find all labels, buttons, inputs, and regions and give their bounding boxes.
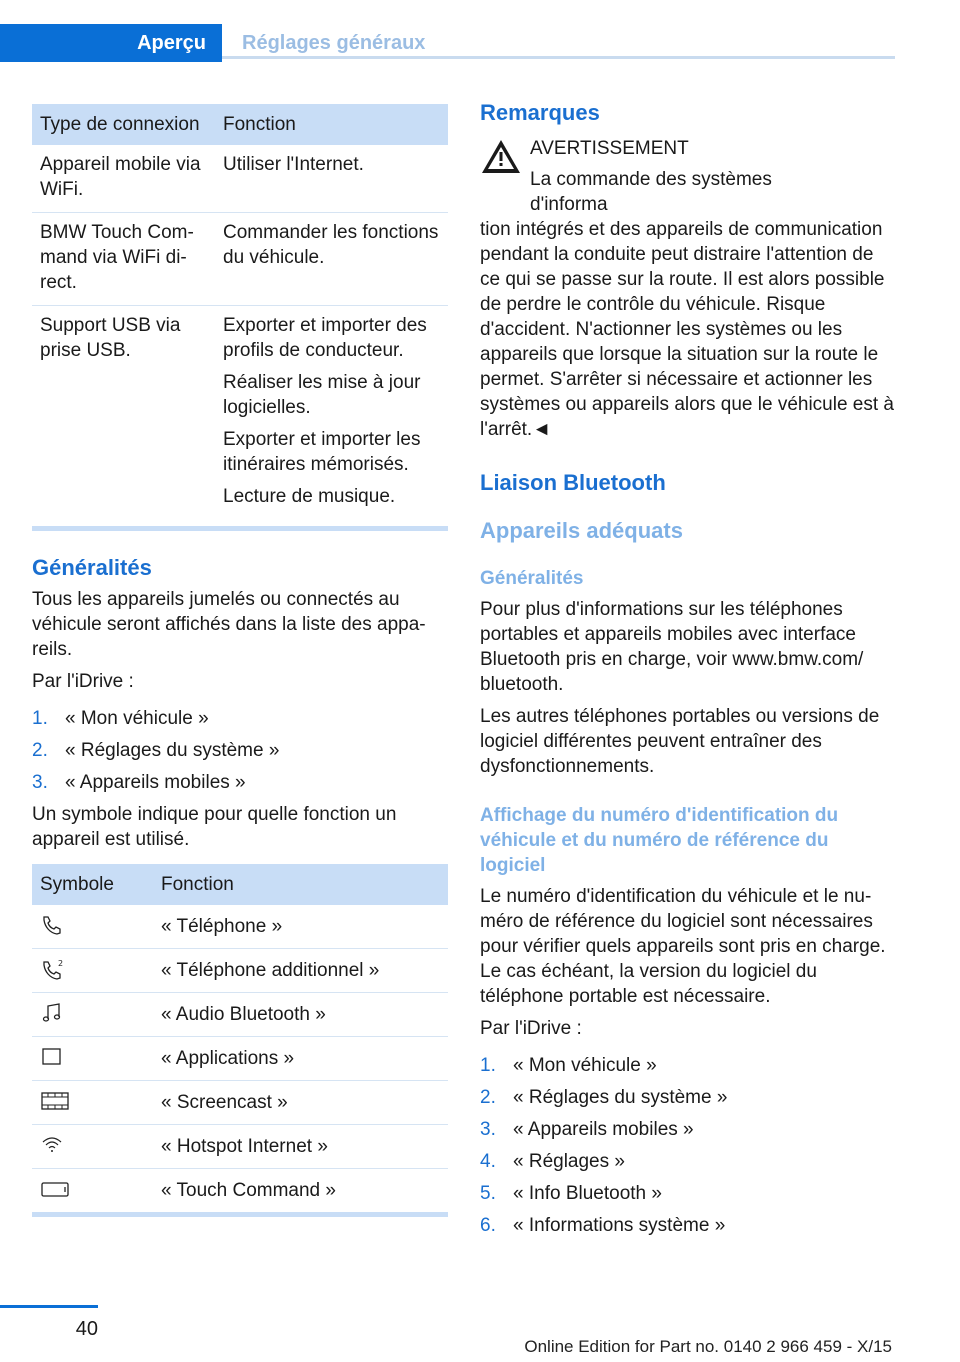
step-number: 3. — [480, 1119, 496, 1140]
phone-icon — [40, 914, 64, 936]
generalites-heading: Généralités — [32, 555, 152, 580]
table-row — [32, 1081, 448, 1125]
screencast-icon — [40, 1090, 70, 1112]
remarques-heading: Remarques — [480, 100, 600, 125]
list-item — [480, 1117, 896, 1142]
col-header-symbole: Symbole — [32, 864, 153, 905]
table-row — [32, 213, 448, 306]
function-text: Réaliser les mise à jour logicielles. — [223, 372, 421, 418]
function-text: Commander les fonctions du véhicule. — [223, 222, 439, 268]
symbol-label: « Hotspot Internet » — [153, 1125, 448, 1169]
function-text: Lecture de musique. — [223, 486, 396, 507]
warning-head — [530, 136, 855, 217]
col-header-fonction: Fonction — [215, 104, 448, 145]
warning-first-line: La commande des systèmes d'informa — [530, 169, 772, 215]
symbol-label: « Touch Command » — [161, 1180, 336, 1201]
phone-additional-icon — [40, 958, 66, 980]
symbol-cell — [32, 1081, 153, 1125]
app-square-icon — [40, 1046, 64, 1068]
step-text: « Réglages » — [513, 1151, 625, 1172]
symbol-label: « Applications » — [153, 1037, 448, 1081]
page-number: 40 — [75, 1318, 98, 1340]
col-header-fonction: Fonction — [153, 864, 448, 905]
bluetooth-heading: Liaison Bluetooth — [480, 470, 666, 495]
table-row — [32, 1169, 448, 1213]
vin-paragraph: Le numéro d'identification du véhicule et le numéro de référence du logiciel sont nécessaires pour vérifier quels appareils sont pris en charge. Le cas échéant, la version du logiciel du téléphone portable est nécessaire. — [480, 886, 886, 1007]
symbol-table — [32, 864, 448, 1212]
edition-text: Online Edition for Part no. 0140 2 966 459 - X/15 — [524, 1337, 892, 1356]
table-end-rule — [32, 526, 448, 531]
symbol-cell — [32, 1169, 153, 1213]
tab-apercu[interactable]: Aperçu — [0, 24, 222, 62]
top-navigation — [0, 0, 895, 62]
generalites-intro: Tous les appareils jumelés ou connectés au véhicule seront affichés dans la liste des appareils. — [32, 589, 426, 660]
symbol-label: « Audio Bluetooth » — [153, 993, 448, 1037]
table-row — [32, 949, 448, 993]
function-text: Exporter et importer des profils de conducteur. — [223, 315, 427, 361]
symbol-cell — [32, 905, 153, 949]
table-row — [32, 993, 448, 1037]
warning-triangle-icon — [480, 138, 522, 176]
symbol-cell — [32, 949, 153, 993]
step-text: « Informations système » — [513, 1215, 726, 1236]
list-item — [480, 1149, 896, 1174]
step-text: « Appareils mobiles » — [65, 772, 246, 793]
left-column — [32, 104, 448, 1217]
step-number: 2. — [480, 1087, 496, 1108]
step-number: 1. — [480, 1055, 496, 1076]
warning-title: AVERTISSEMENT — [530, 138, 689, 159]
step-text: « Mon véhicule » — [65, 708, 209, 729]
step-number: 3. — [32, 772, 48, 793]
step-text: « Réglages du système » — [65, 740, 280, 761]
list-item — [32, 770, 448, 795]
symbol-intro: Un symbole indique pour quelle fonction un appareil est utilisé. — [32, 804, 397, 850]
table-row — [32, 145, 448, 213]
symbol-label: « Screencast » — [153, 1081, 448, 1125]
symbol-label: « Téléphone » — [153, 905, 448, 949]
symbol-cell — [32, 1125, 153, 1169]
list-item — [480, 1181, 896, 1206]
bt-general-p2: Les autres téléphones portables ou versions de logiciel différentes peuvent entraîner des dysfonctionnements. — [480, 706, 880, 777]
list-item — [32, 706, 448, 731]
steps-list — [480, 1053, 896, 1238]
warning-block — [480, 136, 896, 217]
symbol-cell — [32, 993, 153, 1037]
connection-function — [215, 306, 448, 527]
table-row — [32, 905, 448, 949]
svg-text:2: 2 — [58, 959, 64, 968]
list-item — [480, 1213, 896, 1238]
tab-reglages-generaux[interactable]: Réglages généraux — [222, 24, 895, 59]
connection-type: Appareil mobile via WiFi. — [32, 145, 215, 213]
table-row — [32, 1037, 448, 1081]
step-number: 2. — [32, 740, 48, 761]
table-end-rule — [32, 1212, 448, 1217]
step-text: « Info Bluetooth » — [513, 1183, 662, 1204]
right-column — [480, 100, 896, 1245]
step-number: 6. — [480, 1215, 496, 1236]
col-header-type: Type de connexion — [32, 104, 215, 145]
symbol-cell — [32, 1037, 153, 1081]
list-item — [32, 738, 448, 763]
warning-text: tion intégrés et des appareils de communication pendant la conduite peut distraire l'attention de ce qui se passe sur la route. Il est alors possible de perdre le contrôle du véhicule. Risque d'accident. N'actionner les systèmes ou les appareils que lorsque la situation sur la route le permet. S'arrêter si nécessaire et actionner les systèmes ou appareils alors que le véhicule est à l'arrêt.◄ — [480, 219, 895, 440]
function-text: Utiliser l'Internet. — [223, 154, 364, 175]
step-text: « Réglages du système » — [513, 1087, 728, 1108]
wifi-icon — [40, 1134, 64, 1156]
step-number: 1. — [32, 708, 48, 729]
vin-heading: Affichage du numéro d'identification du véhicule et du numéro de référence du logiciel — [480, 805, 839, 876]
steps-list — [32, 706, 448, 795]
appareils-heading: Appareils adéquats — [480, 518, 683, 543]
connection-table — [32, 104, 448, 526]
table-row — [32, 306, 448, 527]
symbol-label: « Téléphone additionnel » — [153, 949, 448, 993]
list-item — [480, 1053, 896, 1078]
function-text: Exporter et importer les itinéraires mémorisés. — [223, 429, 421, 475]
connection-function — [215, 145, 448, 213]
bt-generalites-heading: Généralités — [480, 568, 584, 589]
connection-type: Support USB via prise USB. — [40, 315, 181, 361]
table-row — [32, 1125, 448, 1169]
music-note-icon — [40, 1002, 64, 1024]
step-text: « Appareils mobiles » — [513, 1119, 694, 1140]
touch-command-icon — [40, 1178, 70, 1200]
bt-general-p1: Pour plus d'informations sur les téléphones portables et appareils mobiles avec interface Bluetooth pris en charge, voir www.bmw.com/ bluetooth. — [480, 599, 864, 695]
step-number: 4. — [480, 1151, 496, 1172]
connection-type: BMW Touch Command via WiFi direct. — [32, 213, 215, 306]
footer-rule — [0, 1305, 98, 1308]
connection-function — [215, 213, 448, 306]
list-item — [480, 1085, 896, 1110]
idrive-label: Par l'iDrive : — [32, 671, 134, 692]
idrive-label: Par l'iDrive : — [480, 1018, 582, 1039]
step-text: « Mon véhicule » — [513, 1055, 657, 1076]
step-number: 5. — [480, 1183, 496, 1204]
